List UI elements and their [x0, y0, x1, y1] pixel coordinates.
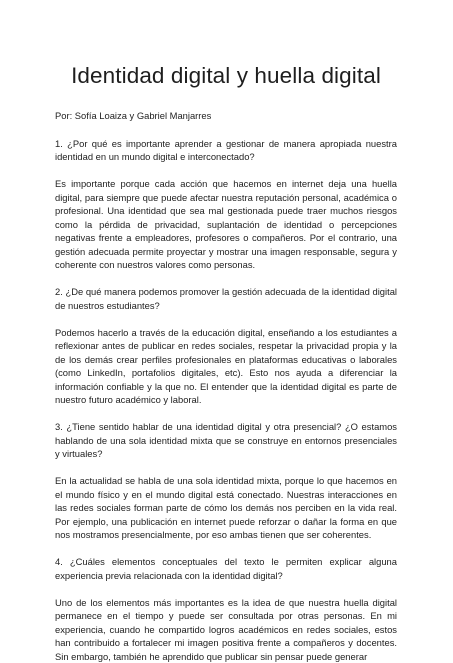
question-2: 2. ¿De qué manera podemos promover la gestión adecuada de la identidad digital de nuestros estudiantes?: [55, 285, 397, 312]
answer-4: Uno de los elementos más importantes es la idea de que nuestra huella digital permanece en el tiempo y puede ser consultada por otras personas. En mi experiencia, cuando he compartido logros académicos en redes sociales, estos han contribuido a fortalecer mi imagen positiva frente a compañeros y docentes. Sin embargo, también he aprendido que publicar sin pensar puede generar: [55, 596, 397, 663]
document-title: Identidad digital y huella digital: [55, 62, 397, 89]
answer-1: Es importante porque cada acción que hacemos en internet deja una huella digital, para siempre que puede afectar nuestra reputación personal, académica o profesional. Una identidad que sea mal gestionada puede traer muchos riesgos como la pérdida de privacidad, suplantación de identidad o percepciones negativas frente a empleadores, profesores o compañeros. Por el contrario, una gestión adecuada permite proyectar y mostrar una imagen responsable, segura y coherente con nuestros valores como personas.: [55, 177, 397, 272]
question-4: 4. ¿Cuáles elementos conceptuales del texto le permiten explicar alguna experiencia previa relacionada con la identidad digital?: [55, 555, 397, 582]
authors-line: Por: Sofía Loaiza y Gabriel Manjarres: [55, 109, 397, 123]
answer-3: En la actualidad se habla de una sola identidad mixta, porque lo que hacemos en el mundo físico y en el mundo digital está conectado. Nuestras interacciones en las redes sociales forman parte de cómo los demás nos perciben en la vida real. Por ejemplo, una publicación en internet puede reforzar o dañar la forma en que nos mostramos presencialmente, por eso ambas tienen que ser coherentes.: [55, 474, 397, 542]
question-1: 1. ¿Por qué es importante aprender a gestionar de manera apropiada nuestra identidad en un mundo digital e interconectado?: [55, 137, 397, 164]
answer-2: Podemos hacerlo a través de la educación digital, enseñando a los estudiantes a reflexionar antes de publicar en redes sociales, respetar la privacidad propia y la de los demás crear perfiles profesionales en plataformas educativas o laborales (como LinkedIn, portafolios digitales, etc). Esto nos ayuda a diferenciar la información confiable y la que no. El entender que la identidad digital es parte de nuestro futuro académico y laboral.: [55, 326, 397, 407]
question-3: 3. ¿Tiene sentido hablar de una identidad digital y otra presencial? ¿O estamos hablando de una sola identidad mixta que se construye en entornos presenciales y virtuales?: [55, 420, 397, 461]
